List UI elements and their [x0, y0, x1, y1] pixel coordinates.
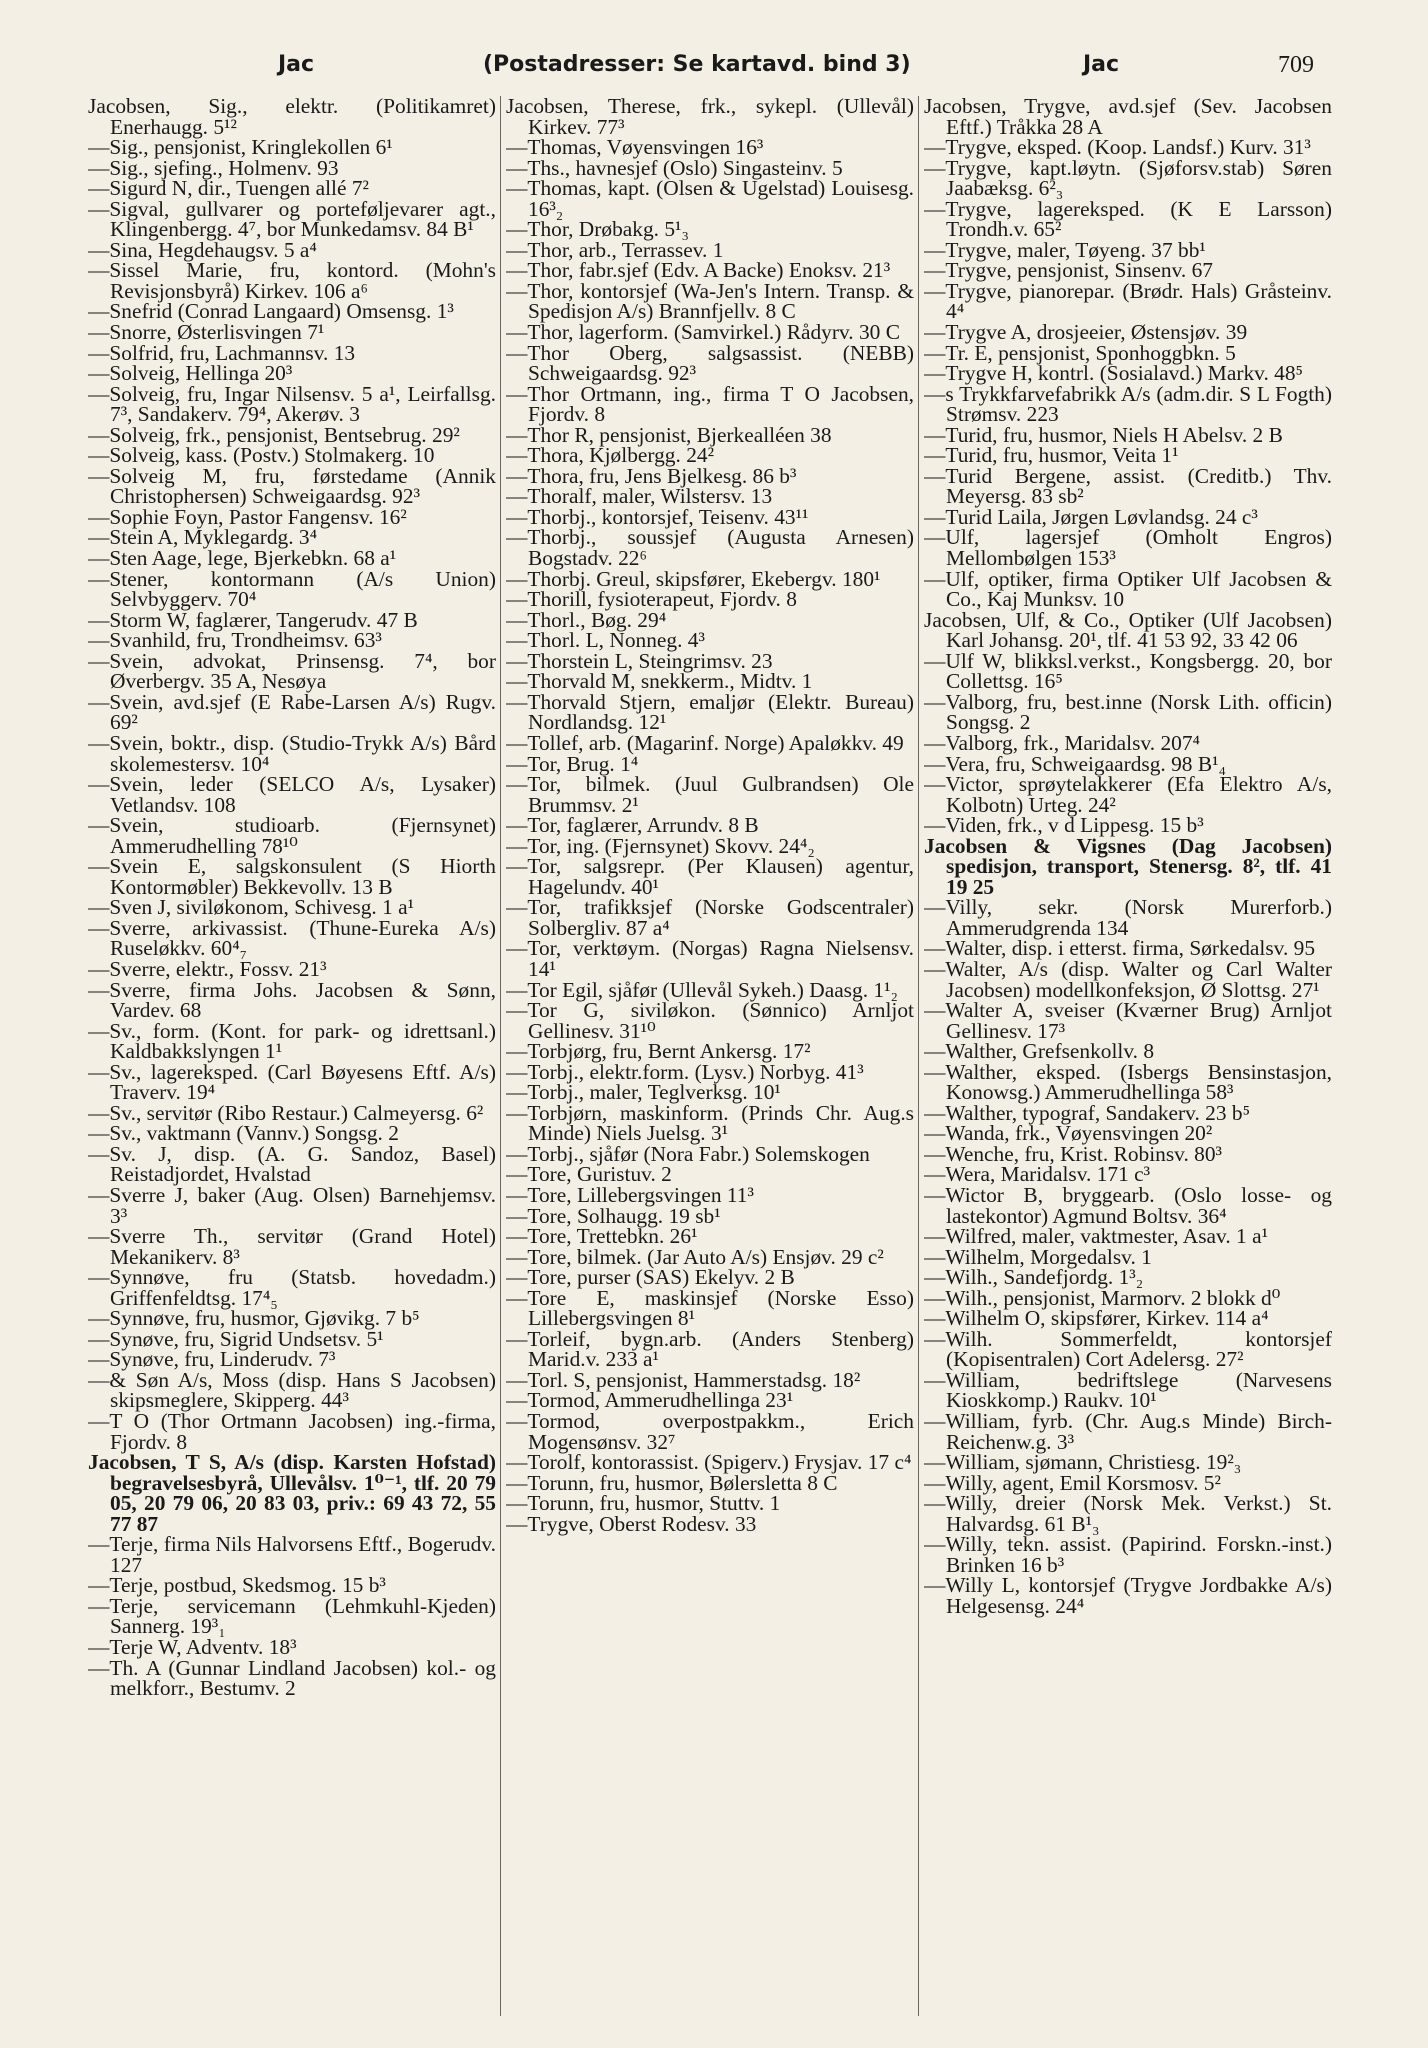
directory-entry: —Wilh., pensjonist, Marmorv. 2 blokk d⁰: [924, 1285, 1281, 1310]
directory-entry: —Thor R, pensjonist, Bjerkealléen 38: [506, 422, 832, 447]
directory-entry: —Snefrid (Conrad Langaard) Omsensg. 1³: [88, 299, 454, 324]
directory-entry: —Wilhelm O, skipsfører, Kirkev. 114 a⁴: [924, 1306, 1269, 1331]
directory-entry: —Sverre, elektr., Fossv. 21³: [88, 956, 327, 981]
directory-entry: —Stein A, Myklegardg. 3⁴: [88, 525, 318, 550]
directory-entry: —Snorre, Østerlisvingen 7¹: [88, 320, 325, 345]
directory-entry: —Svein, avd.sjef (E Rabe-Larsen A/s) Rugv. 69²: [88, 689, 496, 735]
directory-entry: —Walter, disp. i etterst. firma, Sørkedalsv. 95: [924, 936, 1316, 961]
directory-entry: —Sten Aage, lege, Bjerkebkn. 68 a¹: [88, 546, 397, 571]
directory-entry: —Tollef, arb. (Magarinf. Norge) Apaløkkv. 49: [506, 730, 904, 755]
directory-entry: —Thora, fru, Jens Bjelkesg. 86 b³: [506, 463, 797, 488]
directory-entry: —Sverre J, baker (Aug. Olsen) Barnehjemsv. 3³: [88, 1182, 496, 1228]
directory-entry: —Sissel Marie, fru, kontord. (Mohn's Revisjonsbyrå) Kirkev. 106 a⁶: [88, 258, 496, 303]
directory-entry: —Thor, kontorsjef (Wa-Jen's Intern. Transp. & Spedisjon A/s) Brannfjellv. 8 C: [506, 278, 914, 324]
directory-entry: —Torbj., maler, Teglverksg. 10¹: [506, 1080, 781, 1105]
directory-entry: —Torbj., sjåfør (Nora Fabr.) Solemskogen: [506, 1141, 870, 1166]
directory-entry: —Villy, sekr. (Norsk Murerforb.) Ammerudgrenda 134: [924, 895, 1332, 940]
directory-entry: —Trygve, pianorepar. (Brødr. Hals) Gråsteinv. 4⁴: [924, 278, 1332, 324]
directory-entry: —Tore, Lillebergsvingen 11³: [506, 1182, 754, 1207]
directory-entry: —Thor Oberg, salgsassist. (NEBB) Schweigaardsg. 92³: [506, 340, 914, 386]
directory-entry: —Thorvald Stjern, emaljør (Elektr. Bureau) Nordlandsg. 12¹: [506, 689, 914, 735]
directory-entry: —Thoralf, maler, Wilstersv. 13: [506, 484, 773, 509]
directory-entry: —Sven J, siviløkonom, Schivesg. 1 a¹: [88, 895, 415, 920]
directory-entry: —Svein, leder (SELCO A/s, Lysaker) Vetlandsv. 108: [88, 772, 496, 817]
directory-entry: —Svein, boktr., disp. (Studio-Trykk A/s) Bård skolemestersv. 10⁴: [88, 730, 496, 776]
directory-entry: —Thorill, fysioterapeut, Fjordv. 8: [506, 587, 797, 612]
directory-entry: —Sv., vaktmann (Vannv.) Songsg. 2: [88, 1121, 399, 1146]
directory-entry: —Walther, eksped. (Isbergs Bensinstasjon, Konowsg.) Ammerudhellinga 58³: [924, 1059, 1332, 1105]
directory-entry: —Terje W, Adventv. 18³: [88, 1635, 297, 1660]
header-right-keyword: Jac: [1083, 52, 1120, 77]
directory-entry: —Synøve, fru, Linderudv. 7³: [88, 1347, 336, 1372]
directory-entry: —Tor, trafikksjef (Norske Godscentraler) Solbergliv. 87 a⁴: [506, 895, 914, 940]
directory-entry: —Synnøve, fru (Statsb. hovedadm.) Griffenfeldtsg. 17⁴₅: [88, 1265, 496, 1310]
directory-entry: —Thorbj. Greul, skipsfører, Ekebergv. 180¹: [506, 566, 881, 591]
directory-entry: —Willy L, kontorsjef (Trygve Jordbakke A/s) Helgesensg. 24⁴: [924, 1573, 1332, 1618]
directory-entry: —Thomas, Vøyensvingen 16³: [506, 135, 764, 160]
directory-entry: —Torleif, bygn.arb. (Anders Stenberg) Marid.v. 233 a¹: [506, 1326, 914, 1372]
directory-entry: —Thor, Drøbakg. 5¹₃: [506, 217, 689, 242]
directory-entry: —Wilh., Sandefjordg. 1³₂: [924, 1265, 1144, 1290]
directory-entry: —Thor Ortmann, ing., firma T O Jacobsen, Fjordv. 8: [506, 381, 914, 427]
directory-entry: —Tor, salgsrepr. (Per Klausen) agentur, Hagelundv. 40¹: [506, 854, 914, 899]
directory-entry: —Torbjørn, maskinform. (Prinds Chr. Aug.s Minde) Niels Juelsg. 3¹: [506, 1100, 914, 1146]
directory-entry: —Thora, Kjølbergg. 24²: [506, 443, 715, 468]
directory-entry: —Tore E, maskinsjef (Norske Esso) Lillebergsvingen 8¹: [506, 1285, 914, 1331]
directory-entry: —Thor, arb., Terrassev. 1: [506, 237, 724, 262]
directory-entry: —Wanda, frk., Vøyensvingen 20²: [924, 1121, 1213, 1146]
directory-entry: —Torbj., elektr.form. (Lysv.) Norbyg. 41³: [506, 1059, 864, 1084]
directory-entry: —Tor, bilmek. (Juul Gulbrandsen) Ole Brummsv. 2¹: [506, 772, 914, 817]
directory-entry: —Solveig, frk., pensjonist, Bentsebrug. 29²: [88, 422, 460, 447]
directory-entry: —Terje, firma Nils Halvorsens Eftf., Bogerudv. 127: [88, 1532, 496, 1577]
directory-entry: —Synnøve, fru, husmor, Gjøvikg. 7 b⁵: [88, 1306, 420, 1331]
directory-entry: —Wilfred, maler, vaktmester, Asav. 1 a¹: [924, 1224, 1268, 1249]
directory-entry: —Willy, dreier (Norsk Mek. Verkst.) St. Halvardsg. 61 B¹₃: [924, 1491, 1332, 1536]
directory-entry: —Walter A, sveiser (Kværner Brug) Arnljot Gellinesv. 17³: [924, 998, 1332, 1043]
directory-entry: —Thorstein L, Steingrimsv. 23: [506, 648, 773, 673]
directory-entry: —William, sjømann, Christiesg. 19²₃: [924, 1450, 1242, 1475]
directory-entry: —Terje, servicemann (Lehmkuhl-Kjeden) Sannerg. 19³₁: [88, 1593, 496, 1639]
directory-entry: —Svein, studioarb. (Fjernsynet) Ammerudhelling 78¹⁰: [88, 813, 496, 858]
directory-entry: —Trygve, lagereksped. (K E Larsson) Trondh.v. 65²: [924, 196, 1332, 242]
header-center-note: (Postadresser: Se kartavd. bind 3): [483, 52, 911, 77]
directory-entry: —Wenche, fru, Krist. Robinsv. 80³: [924, 1141, 1222, 1166]
directory-entry: —Sverre, arkivassist. (Thune-Eureka A/s) Ruseløkkv. 60⁴₇: [88, 915, 496, 961]
directory-entry: —Turid Bergene, assist. (Creditb.) Thv. Meyersg. 83 sb²: [924, 463, 1332, 509]
directory-entry: —Synøve, fru, Sigrid Undsetsv. 5¹: [88, 1326, 384, 1351]
directory-entry: —Sigval, gullvarer og porteføljevarer agt., Klingenbergg. 4⁷, bor Munkedamsv. 84 B¹: [88, 196, 496, 242]
page-header: [88, 52, 1338, 92]
directory-entry: —Turid, fru, husmor, Veita 1¹: [924, 443, 1179, 468]
directory-entry: —Sverre Th., servitør (Grand Hotel) Mekanikerv. 8³: [88, 1224, 496, 1269]
directory-entry: —Solveig, fru, Ingar Nilsensv. 5 a¹, Leirfallsg. 7³, Sandakerv. 79⁴, Akerøv. 3: [88, 381, 496, 427]
directory-entry: —Trygve, pensjonist, Sinsenv. 67: [924, 258, 1213, 283]
directory-entry: —Trygve, kapt.løytn. (Sjøforsv.stab) Søren Jaabæksg. 6²₃: [924, 155, 1332, 201]
directory-entry: Jacobsen, Ulf, & Co., Optiker (Ulf Jacobsen) Karl Johansg. 20¹, tlf. 41 53 92, 33 42 06: [924, 607, 1332, 653]
directory-entry: —Torunn, fru, husmor, Stuttv. 1: [506, 1491, 781, 1516]
directory-entry: —Terje, postbud, Skedsmog. 15 b³: [88, 1573, 386, 1598]
directory-entry: —Wictor B, bryggearb. (Oslo losse- og lastekontor) Agmund Boltsv. 36⁴: [924, 1182, 1332, 1228]
directory-entry: —Sophie Foyn, Pastor Fangensv. 16²: [88, 504, 407, 529]
directory-entry: —Svanhild, fru, Trondheimsv. 63³: [88, 628, 382, 653]
directory-entry: —Tore, Guristuv. 2: [506, 1162, 672, 1187]
directory-entry: —Vera, fru, Schweigaardsg. 98 B¹₄: [924, 751, 1226, 776]
directory-entry: —Ulf W, blikksl.verkst., Kongsbergg. 20, bor Collettsg. 16⁵: [924, 648, 1332, 694]
directory-entry: —Torl. S, pensjonist, Hammerstadsg. 18²: [506, 1367, 861, 1392]
directory-entry: —Torunn, fru, husmor, Bølersletta 8 C: [506, 1470, 838, 1495]
directory-entry: —Solveig, kass. (Postv.) Stolmakerg. 10: [88, 443, 435, 468]
directory-entry: —Wera, Maridalsv. 171 c³: [924, 1162, 1151, 1187]
directory-entry: —Stener, kontormann (A/s Union) Selvbyggerv. 70⁴: [88, 566, 496, 612]
directory-entry: —Sig., sjefing., Holmenv. 93: [88, 155, 339, 180]
directory-entry: —Thomas, kapt. (Olsen & Ugelstad) Louisesg. 16³₂: [506, 176, 914, 221]
directory-entry: —Ths., havnesjef (Oslo) Singasteinv. 5: [506, 155, 843, 180]
directory-entry: —Sv., lagereksped. (Carl Bøyesens Eftf. A/s) Traverv. 19⁴: [88, 1059, 496, 1105]
directory-entry: —Thorl. L, Nonneg. 4³: [506, 628, 705, 653]
directory-entry: Jacobsen & Vigsnes (Dag Jacobsen) spedisjon, transport, Stenersg. 8², tlf. 41 19 25: [924, 833, 1332, 899]
directory-entry: —Svein, advokat, Prinsensg. 7⁴, bor Øverbergv. 35 A, Nesøya: [88, 648, 496, 694]
directory-entry: —Sv., form. (Kont. for park- og idrettsanl.) Kaldbakkslyngen 1¹: [88, 1018, 496, 1064]
directory-entry: —Trygve H, kontrl. (Sosialavd.) Markv. 48⁵: [924, 361, 1303, 386]
directory-entry: —Tor, Brug. 1⁴: [506, 751, 639, 776]
directory-entry: —Wilh. Sommerfeldt, kontorsjef (Kopisentralen) Cort Adelersg. 27²: [924, 1326, 1332, 1372]
directory-entry: —Solfrid, fru, Lachmannsv. 13: [88, 340, 356, 365]
directory-entry: —Tor, ing. (Fjernsynet) Skovv. 24⁴₂: [506, 833, 815, 858]
directory-entry: —Walther, typograf, Sandakerv. 23 b⁵: [924, 1100, 1251, 1125]
directory-column-2: [506, 96, 914, 2016]
directory-entry: —Tore, Solhaugg. 19 sb¹: [506, 1203, 721, 1228]
directory-entry: —Solveig, Hellinga 20³: [88, 361, 293, 386]
directory-entry: —Sv. J, disp. (A. G. Sandoz, Basel) Reistadjordet, Hvalstad: [88, 1141, 496, 1187]
directory-entry: —Trygve, maler, Tøyeng. 37 bb¹: [924, 237, 1206, 262]
directory-entry: —Valborg, fru, best.inne (Norsk Lith. officin) Songsg. 2: [924, 689, 1332, 735]
directory-columns: [88, 96, 1338, 2016]
directory-entry: —Turid Laila, Jørgen Løvlandsg. 24 c³: [924, 504, 1258, 529]
directory-entry: —Turid, fru, husmor, Niels H Abelsv. 2 B: [924, 422, 1283, 447]
column-divider: [500, 96, 501, 2016]
directory-entry: —Walter, A/s (disp. Walter og Carl Walter Jacobsen) modellkonfeksjon, Ø Slottsg. 27¹: [924, 956, 1332, 1002]
directory-entry: —Th. A (Gunnar Lindland Jacobsen) kol.- og melkforr., Bestumv. 2: [88, 1655, 496, 1701]
directory-entry: —Tore, purser (SAS) Ekelyv. 2 B: [506, 1265, 795, 1290]
directory-entry: —Tor G, siviløkon. (Sønnico) Arnljot Gellinesv. 31¹⁰: [506, 998, 914, 1043]
directory-entry: Jacobsen, Sig., elektr. (Politikamret) Enerhaugg. 5¹²: [88, 96, 496, 139]
directory-entry: —Ulf, lagersjef (Omholt Engros) Mellombølgen 153³: [924, 525, 1332, 571]
directory-entry: Jacobsen, Trygve, avd.sjef (Sev. Jacobsen Eftf.) Tråkka 28 A: [924, 96, 1332, 139]
directory-entry: —Willy, agent, Emil Korsmosv. 5²: [924, 1470, 1221, 1495]
directory-entry: —Thorl., Bøg. 29⁴: [506, 607, 667, 632]
directory-entry: —Sina, Hegdehaugsv. 5 a⁴: [88, 237, 317, 262]
directory-entry: —William, bedriftslege (Narvesens Kioskkomp.) Raukv. 10¹: [924, 1367, 1332, 1413]
directory-entry: —William, fyrb. (Chr. Aug.s Minde) Birch-Reichenw.g. 3³: [924, 1409, 1332, 1454]
directory-entry: —Walther, Grefsenkollv. 8: [924, 1039, 1155, 1064]
directory-entry: —Tormod, Ammerudhellinga 23¹: [506, 1388, 794, 1413]
directory-entry: Jacobsen, Therese, frk., sykepl. (Ullevål) Kirkev. 77³: [506, 96, 914, 139]
page-number: 709: [1278, 52, 1314, 78]
directory-column-1: [88, 96, 496, 2016]
directory-entry: —Solveig M, fru, førstedame (Annik Christophersen) Schweigaardsg. 92³: [88, 463, 496, 509]
column-divider: [918, 96, 919, 2016]
header-left-keyword: Jac: [278, 52, 315, 77]
directory-entry: —Willy, tekn. assist. (Papirind. Forskn.-inst.) Brinken 16 b³: [924, 1532, 1332, 1577]
directory-entry: —Tor, verktøym. (Norgas) Ragna Nielsensv. 14¹: [506, 936, 914, 981]
directory-entry: —Thor, fabr.sjef (Edv. A Backe) Enoksv. 21³: [506, 258, 891, 283]
directory-entry: —Storm W, faglærer, Tangerudv. 47 B: [88, 607, 418, 632]
directory-entry: —Thorbj., soussjef (Augusta Arnesen) Bogstadv. 22⁶: [506, 525, 914, 571]
directory-entry: —Trygve, Oberst Rodesv. 33: [506, 1511, 757, 1536]
directory-entry: —Sverre, firma Johs. Jacobsen & Sønn, Vardev. 68: [88, 977, 496, 1023]
directory-entry: —Valborg, frk., Maridalsv. 207⁴: [924, 730, 1200, 755]
directory-entry: —Wilhelm, Morgedalsv. 1: [924, 1244, 1152, 1269]
directory-entry: —Torbjørg, fru, Bernt Ankersg. 17²: [506, 1039, 811, 1064]
directory-entry: —Ulf, optiker, firma Optiker Ulf Jacobsen & Co., Kaj Munksv. 10: [924, 566, 1332, 612]
directory-entry: —Victor, sprøytelakkerer (Efa Elektro A/s, Kolbotn) Urteg. 24²: [924, 772, 1332, 817]
directory-entry: —Thorbj., kontorsjef, Teisenv. 43¹¹: [506, 504, 809, 529]
directory-entry: —Sig., pensjonist, Kringlekollen 6¹: [88, 135, 393, 160]
directory-entry: —Svein E, salgskonsulent (S Hiorth Kontormøbler) Bekkevollv. 13 B: [88, 854, 496, 899]
directory-entry: —T O (Thor Ortmann Jacobsen) ing.-firma, Fjordv. 8: [88, 1409, 496, 1454]
directory-entry: —Thorvald M, snekkerm., Midtv. 1: [506, 669, 813, 694]
directory-entry: Jacobsen, T S, A/s (disp. Karsten Hofstad) begravelsesbyrå, Ullevålsv. 1⁰⁻¹, tlf. 20 79 05, 20 79 06, 20 83 03, priv.: 69 43 72, 55 77 87: [88, 1450, 496, 1536]
directory-entry: —Tormod, overpostpakkm., Erich Mogensønsv. 32⁷: [506, 1409, 914, 1454]
directory-entry: —Tr. E, pensjonist, Sponhoggbkn. 5: [924, 340, 1236, 365]
directory-entry: —Sv., servitør (Ribo Restaur.) Calmeyersg. 6²: [88, 1100, 484, 1125]
directory-entry: —Viden, frk., v d Lippesg. 15 b³: [924, 813, 1204, 838]
directory-entry: —Trygve, eksped. (Koop. Landsf.) Kurv. 31³: [924, 135, 1311, 160]
directory-entry: —Tore, bilmek. (Jar Auto A/s) Ensjøv. 29 c²: [506, 1244, 884, 1269]
directory-entry: —Tore, Trettebkn. 26¹: [506, 1224, 698, 1249]
directory-entry: —Thor, lagerform. (Samvirkel.) Rådyrv. 30 C: [506, 320, 900, 345]
directory-entry: —s Trykkfarvefabrikk A/s (adm.dir. S L Fogth) Strømsv. 223: [924, 381, 1332, 427]
directory-entry: —Trygve A, drosjeeier, Østensjøv. 39: [924, 320, 1248, 345]
directory-entry: —Tor Egil, sjåfør (Ullevål Sykeh.) Daasg. 1¹₂: [506, 977, 898, 1002]
directory-entry: —Tor, faglærer, Arrundv. 8 B: [506, 813, 759, 838]
directory-entry: —Sigurd N, dir., Tuengen allé 7²: [88, 176, 369, 201]
directory-entry: —Torolf, kontorassist. (Spigerv.) Frysjav. 17 c⁴: [506, 1450, 912, 1475]
directory-column-3: [924, 96, 1332, 2016]
directory-entry: —& Søn A/s, Moss (disp. Hans S Jacobsen) skipsmeglere, Skipperg. 44³: [88, 1367, 496, 1413]
